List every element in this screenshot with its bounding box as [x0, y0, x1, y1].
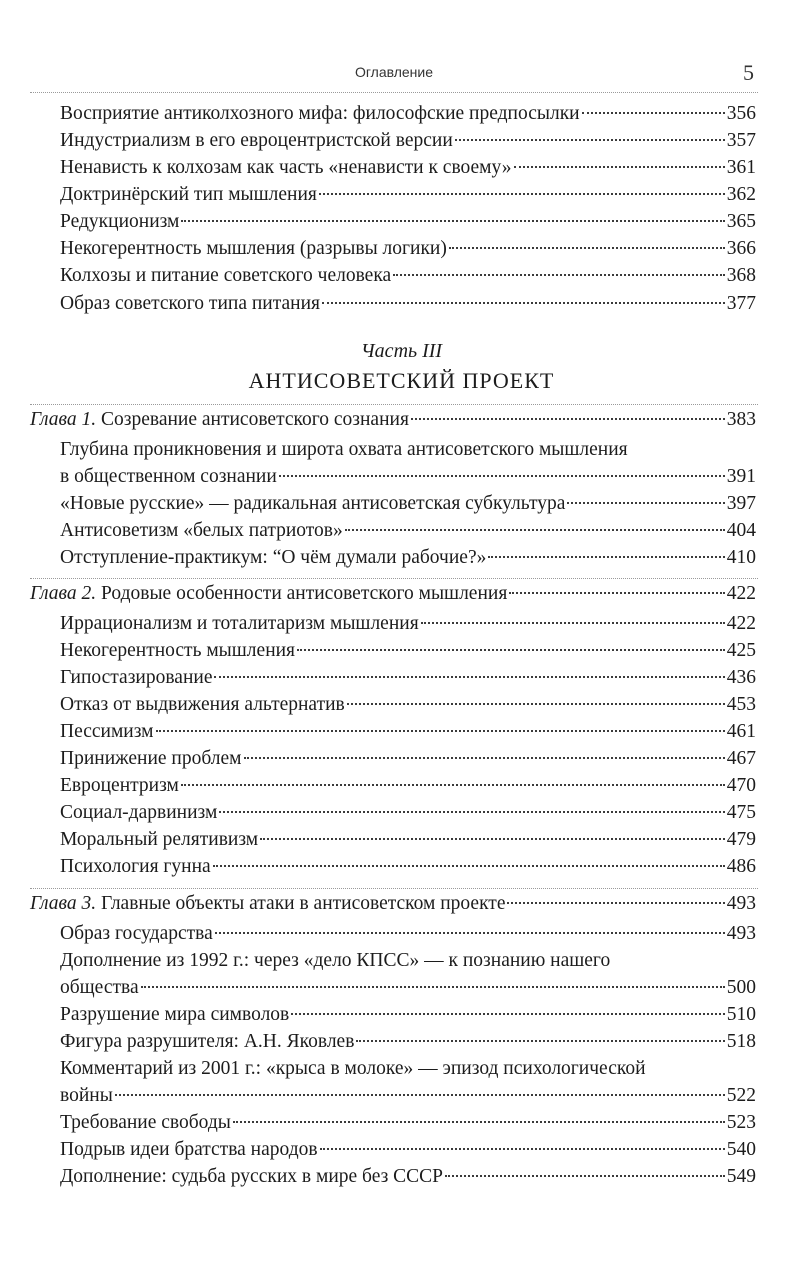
chapter-title: Родовые особенности антисоветского мышления: [101, 583, 508, 604]
toc-entry-page: 549: [726, 1166, 756, 1187]
toc-entry-page: 425: [726, 640, 756, 661]
toc-entry-page: 365: [726, 211, 756, 232]
leader-dots: [214, 676, 724, 678]
leader-dots: [319, 193, 725, 195]
toc-entry-title: Дополнение: судьба русских в мире без СССР: [60, 1166, 444, 1187]
toc-entry-title: Евроцентризм: [60, 775, 179, 796]
toc-entry-title: Отказ от выдвижения альтернатив: [60, 694, 345, 715]
leader-dots: [347, 703, 725, 705]
toc-entry-page: 493: [726, 923, 756, 944]
toc-entry-title: Доктринёрский тип мышления: [60, 184, 317, 205]
header-page-number: 5: [743, 60, 754, 85]
leader-dots: [567, 502, 724, 504]
toc-entry-page: 377: [726, 293, 756, 314]
toc-entry-title: Некогерентность мышления: [60, 640, 296, 661]
toc-entry[interactable]: [60, 490, 756, 517]
leader-dots: [488, 556, 724, 558]
toc-entry-title: Социал-дарвинизм: [60, 802, 218, 823]
toc-entry-title: войны: [60, 1085, 113, 1106]
toc-entry-page: 500: [726, 977, 756, 998]
toc-entry-title: Гипостазирование: [60, 667, 213, 688]
toc-entry-page: 461: [726, 721, 756, 742]
leader-dots: [455, 139, 725, 141]
part-label: Часть III: [360, 340, 443, 362]
toc-entry-page: 436: [726, 667, 756, 688]
toc-entry-page: 510: [726, 1004, 756, 1025]
toc-entry-title: Отступление-практикум: “О чём думали рабочие?»: [60, 547, 487, 568]
leader-dots: [219, 811, 724, 813]
toc-entry[interactable]: [60, 181, 756, 208]
leader-dots: [393, 274, 725, 276]
toc-entry-page: 410: [726, 547, 756, 568]
toc-entry[interactable]: [60, 664, 756, 691]
leader-dots: [244, 757, 725, 759]
toc-entry[interactable]: [60, 974, 756, 1001]
toc-entry-page: 368: [726, 265, 756, 286]
toc-entry[interactable]: [60, 772, 756, 799]
divider: [30, 404, 758, 405]
toc-entry[interactable]: [60, 1109, 756, 1136]
toc-entry-title: Иррационализм и тоталитаризм мышления: [60, 613, 419, 634]
header-title: Оглавление: [354, 64, 434, 80]
leader-dots: [297, 649, 725, 651]
toc-entry[interactable]: [60, 1028, 756, 1055]
leader-dots: [514, 166, 725, 168]
toc-entry-page: 361: [726, 157, 756, 178]
chapter-page: 422: [726, 583, 756, 604]
divider: [30, 888, 758, 889]
toc-entry-page: 356: [726, 103, 756, 124]
leader-dots: [421, 622, 725, 624]
toc-entry-line1[interactable]: Глубина проникновения и широта охвата антисоветского мышления: [60, 439, 628, 460]
toc-entry[interactable]: [60, 1001, 756, 1028]
leader-dots: [445, 1175, 725, 1177]
toc-entry-page: 357: [726, 130, 756, 151]
toc-entry[interactable]: [60, 799, 756, 826]
leader-dots: [411, 418, 725, 420]
toc-entry-title: Образ советского типа питания: [60, 293, 320, 314]
chapter-entry[interactable]: [30, 890, 756, 917]
toc-entry-page: 470: [726, 775, 756, 796]
part-title: АНТИСОВЕТСКИЙ ПРОЕКТ: [248, 368, 555, 393]
toc-entry[interactable]: [60, 826, 756, 853]
leader-dots: [320, 1148, 725, 1150]
leader-dots: [260, 838, 725, 840]
toc-entry-page: 522: [726, 1085, 756, 1106]
chapter-page: 493: [726, 893, 756, 914]
toc-entry-title: Ненависть к колхозам как часть «ненависти к своему»: [60, 157, 512, 178]
toc-entry[interactable]: [60, 637, 756, 664]
leader-dots: [279, 475, 725, 477]
toc-entry-title: Моральный релятивизм: [60, 829, 259, 850]
leader-dots: [322, 302, 725, 304]
toc-entry-page: 518: [726, 1031, 756, 1052]
chapter-entry[interactable]: [30, 406, 756, 433]
toc-entry-title: Психология гунна: [60, 856, 211, 877]
toc-entry-title: Некогерентность мышления (разрывы логики): [60, 238, 447, 259]
toc-entry-page: 486: [726, 856, 756, 877]
chapter-page: 383: [726, 409, 756, 430]
toc-entry[interactable]: [60, 610, 756, 637]
toc-entry[interactable]: [60, 853, 756, 880]
toc-entry-page: 397: [726, 493, 756, 514]
toc-entry[interactable]: [60, 517, 756, 544]
leader-dots: [215, 932, 725, 934]
chapter-title: Созревание антисоветского сознания: [101, 409, 409, 430]
toc-entry[interactable]: [60, 691, 756, 718]
toc-entry-page: 362: [726, 184, 756, 205]
toc-entry-title: общества: [60, 977, 139, 998]
leader-dots: [449, 247, 725, 249]
toc-entry[interactable]: [60, 1163, 756, 1190]
toc-entry-page: 467: [726, 748, 756, 769]
leader-dots: [115, 1094, 725, 1096]
toc-entry[interactable]: [60, 127, 756, 154]
toc-entry[interactable]: [60, 100, 756, 127]
leader-dots: [507, 902, 724, 904]
toc-entry-title: Индустриализм в его евроцентристской версии: [60, 130, 453, 151]
toc-entry[interactable]: [60, 920, 756, 947]
toc-entry-line1[interactable]: Дополнение из 1992 г.: через «дело КПСС» — к познанию нашего: [60, 950, 611, 971]
chapter-prefix: Глава 2.: [30, 583, 97, 604]
chapter-prefix: Глава 1.: [30, 409, 97, 430]
toc-entry-title: Пессимизм: [60, 721, 154, 742]
toc-entry[interactable]: [60, 1136, 756, 1163]
leader-dots: [582, 112, 725, 114]
leader-dots: [181, 220, 724, 222]
toc-entry-line1[interactable]: Комментарий из 2001 г.: «крыса в молоке» — эпизод психологической: [60, 1058, 646, 1079]
leader-dots: [156, 730, 725, 732]
toc-entry-page: 453: [726, 694, 756, 715]
toc-entry[interactable]: [60, 1082, 756, 1109]
leader-dots: [345, 529, 725, 531]
divider: [30, 578, 758, 579]
toc-entry-page: 523: [726, 1112, 756, 1133]
toc-entry-title: Подрыв идеи братства народов: [60, 1139, 318, 1160]
toc-entry-page: 540: [726, 1139, 756, 1160]
toc-entry[interactable]: [60, 544, 756, 571]
running-header: [30, 56, 758, 93]
leader-dots: [356, 1040, 724, 1042]
toc-entry-title: Фигура разрушителя: А.Н. Яковлев: [60, 1031, 355, 1052]
toc-entry-page: 475: [726, 802, 756, 823]
toc-entry[interactable]: [60, 208, 756, 235]
toc-entry-title: Требование свободы: [60, 1112, 231, 1133]
toc-entry[interactable]: [60, 718, 756, 745]
leader-dots: [291, 1013, 724, 1015]
toc-entry[interactable]: [60, 262, 756, 289]
leader-dots: [233, 1121, 725, 1123]
toc-entry-title: в общественном сознании: [60, 466, 277, 487]
chapter-prefix: Глава 3.: [30, 893, 97, 914]
leader-dots: [213, 865, 725, 867]
toc-entry-title: «Новые русские» — радикальная антисоветская субкультура: [60, 493, 566, 514]
toc-entry-page: 366: [726, 238, 756, 259]
toc-entry[interactable]: [60, 290, 756, 317]
toc-entry-title: Колхозы и питание советского человека: [60, 265, 392, 286]
toc-entry-title: Образ государства: [60, 923, 213, 944]
leader-dots: [509, 592, 724, 594]
toc-entry[interactable]: [60, 235, 756, 262]
toc-entry-title: Восприятие антиколхозного мифа: философские предпосылки: [60, 103, 580, 124]
leader-dots: [181, 784, 725, 786]
toc-entry-page: 391: [726, 466, 756, 487]
toc-entry-page: 422: [726, 613, 756, 634]
chapter-entry[interactable]: [30, 580, 756, 607]
toc-entry-title: Разрушение мира символов: [60, 1004, 290, 1025]
toc-entry-title: Антисоветизм «белых патриотов»: [60, 520, 343, 541]
toc-entry[interactable]: [60, 463, 756, 490]
toc-entry-title: Принижение проблем: [60, 748, 242, 769]
toc-entry-title: Редукционизм: [60, 211, 180, 232]
toc-entry[interactable]: [60, 745, 756, 772]
toc-entry-page: 404: [726, 520, 756, 541]
leader-dots: [141, 986, 725, 988]
chapter-title: Главные объекты атаки в антисоветском проекте: [101, 893, 506, 914]
toc-entry-page: 479: [726, 829, 756, 850]
toc-entry[interactable]: [60, 154, 756, 181]
